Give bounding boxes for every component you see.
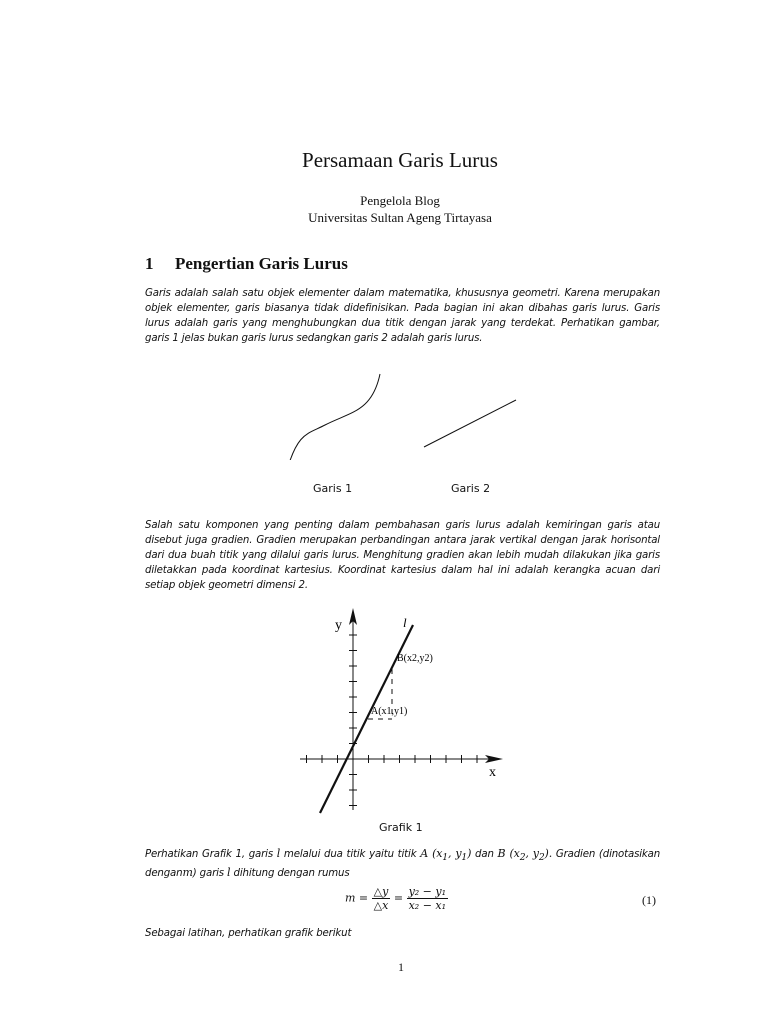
fraction-coords-den: x₂ − x₁ [408, 899, 447, 912]
author-block [0, 192, 768, 226]
document-title: Persamaan Garis Lurus [302, 148, 498, 172]
p3-text-e: (dinotasikan dengan [145, 849, 661, 880]
equation-number: (1) [642, 893, 656, 907]
paragraph-3 [145, 846, 660, 881]
p3-A: A (x [420, 847, 443, 860]
paragraph-2: Salah satu komponen yang penting dalam pembahasan garis lurus adalah kemiringan garis atau disebut juga gradien. Gradien merupakan perbandingan antara jarak vertikal dengan jarak horisontal dari dua buah titik yang dilalui garis lurus. Menghitung gradien akan lebih mudah dilakukan jika garis diletakkan pada koordinat kartesius. Koordinat kartesius dalam hal ini adalah kerangka acuan dari setiap objek geometri dimensi 2. [145, 520, 660, 592]
curve-garis-1 [287, 374, 380, 460]
p3-text-d: Gradien [555, 849, 596, 860]
fraction-delta [372, 885, 391, 912]
p3-B-sub-y: 2 [538, 852, 545, 864]
section-heading [145, 254, 348, 274]
p3-A-close: ) [467, 847, 472, 860]
line-garis-2 [424, 400, 516, 447]
fraction-delta-num: △y [373, 885, 389, 898]
p3-A-comma-y: , y [447, 847, 462, 860]
section-number: 1 [145, 254, 154, 273]
equation-gradient [345, 885, 448, 912]
p3-l-2: l [227, 866, 231, 880]
fraction-coords [407, 885, 448, 912]
p3-text-f: ) garis [192, 868, 224, 880]
axis-ticks [307, 635, 478, 806]
fraction-delta-den: △x [373, 899, 389, 912]
p3-B: B (x [497, 847, 520, 860]
p3-B-close: ). [544, 847, 553, 860]
p3-text-a: Perhatikan Grafik 1, garis [145, 849, 273, 860]
p3-text-g: dihitung dengan rumus [233, 868, 350, 880]
graph-1 [295, 605, 510, 817]
label-garis-1: Garis 1 [313, 482, 353, 495]
equation-lhs: m = [345, 891, 369, 905]
graph-caption: Grafik 1 [379, 821, 423, 834]
fraction-coords-num: y₂ − y₁ [408, 885, 447, 898]
point-b-label: B(x2,y2) [397, 653, 433, 664]
paragraph-1: Garis adalah salah satu objek elementer dalam matematika, khususnya geometri. Karena merupakan objek elementer, garis biasanya tidak didefinisikan. Pada bagian ini akan dibahas garis lurus. Garis lurus adalah garis yang menghubungkan dua titik dengan jarak yang terdekat. Perhatikan gambar, garis 1 jelas bukan garis lurus sedangkan garis 2 adalah garis lurus. [145, 288, 660, 345]
p3-A-sub-y: 1 [461, 852, 468, 864]
point-b-math [497, 847, 553, 864]
figure-lines [280, 370, 530, 460]
equation-equals: = [393, 891, 404, 905]
x-axis-label: x [489, 765, 496, 780]
p3-m: m [182, 866, 193, 880]
p3-text-b: melalui dua titik yaitu titik [283, 849, 417, 860]
p3-l: l [276, 847, 281, 860]
author-name: Pengelola Blog [360, 193, 440, 208]
p3-B-sub-x: 2 [519, 852, 526, 864]
page-number: 1 [398, 960, 404, 974]
label-garis-2: Garis 2 [451, 482, 491, 495]
line-l-label: l [403, 615, 407, 630]
p3-text-c: dan [475, 849, 494, 860]
y-axis-label: y [335, 618, 342, 633]
p3-A-sub-x: 1 [442, 852, 448, 864]
section-title: Pengertian Garis Lurus [175, 254, 348, 273]
point-a-label: A(x1,y1) [371, 706, 408, 717]
p3-B-comma-y: , y [525, 847, 539, 860]
point-a-math [420, 847, 472, 864]
author-affiliation: Universitas Sultan Ageng Tirtayasa [308, 210, 492, 225]
paragraph-4: Sebagai latihan, perhatikan grafik berikut [145, 928, 352, 939]
